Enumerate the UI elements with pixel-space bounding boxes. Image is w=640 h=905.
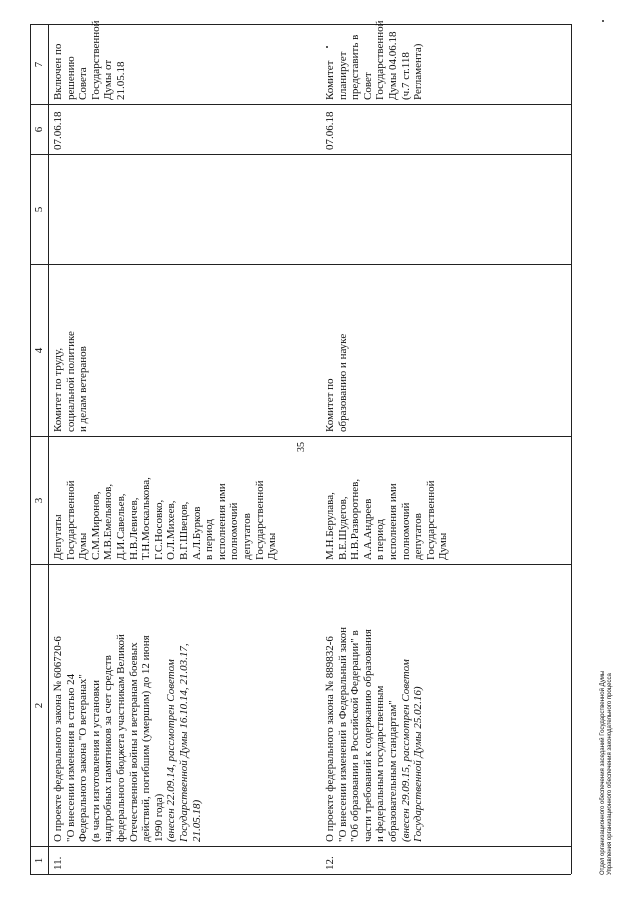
author-line: В.Г.Швецов, (177, 501, 190, 560)
note-line: (внесен 29.09.15, рассмотрен Советом (399, 659, 412, 842)
title-line: действий, погибшим (умершим) до 12 июня (140, 635, 153, 842)
committee-line: и делам ветеранов (77, 346, 90, 432)
column-header: 5 (31, 154, 49, 264)
status-line: Государственной (89, 20, 102, 100)
title-line: Федерального закона "О ветеранах" (77, 674, 90, 842)
author-line: Государственной (253, 480, 266, 560)
author-line: Н.В.Разворотнев, (349, 478, 362, 560)
status (321, 20, 571, 104)
row-number: 12. (321, 846, 571, 874)
scan-speck (326, 46, 328, 48)
title-line: О проекте федерального закона № 606720-6 (52, 636, 64, 842)
author-line: М.В.Емельянов, (102, 483, 115, 560)
title-line: О проекте федерального закона № 889832-6 (324, 636, 336, 842)
title-line: образовательным стандартам" (386, 700, 399, 842)
author-line: Г.С.Носовко, (152, 499, 165, 560)
committee-line: Комитет по труду, (52, 347, 64, 432)
page-number: 35 (296, 442, 307, 452)
column-header: 7 (31, 24, 49, 104)
author-line: Государственной (64, 480, 77, 560)
bill-title (49, 564, 321, 846)
committee-line: Комитет по (324, 378, 336, 432)
author-line: депутатов (240, 513, 253, 560)
author-line: С.М.Миронов, (89, 491, 102, 560)
title-line: 1990 года) (152, 793, 165, 842)
status-line: (ч.7 ст.118 (399, 52, 412, 100)
column-header: 1 (31, 846, 49, 874)
author-line: исполнения ими (386, 483, 399, 560)
status-line: Думы 04.06.18 (386, 31, 399, 100)
footer (600, 671, 614, 875)
author-line: Государственной (424, 480, 437, 560)
author-line: в период (374, 519, 387, 560)
status-line: Государственной (374, 20, 387, 100)
author-line: Думы (437, 532, 450, 560)
table-header-row (31, 24, 49, 874)
note-line: Государственной Думы 25.02.16) (412, 686, 425, 842)
author-line: Н.В.Левичев, (127, 497, 140, 560)
column-header: 4 (31, 264, 49, 436)
row-number: 11. (49, 846, 321, 874)
column-header: 3 (31, 436, 49, 564)
authors (321, 436, 571, 564)
author-line: В.Е.Шудегов, (336, 496, 349, 560)
status (49, 20, 321, 104)
author-line: полномочий (228, 502, 241, 560)
title-line: "О внесении изменений в Федеральный закон (336, 627, 349, 842)
review-date: 07.06.18 (321, 104, 571, 154)
author-line: исполнения ими (215, 483, 228, 560)
note-line: (внесен 22.09.14, рассмотрен Советом (165, 659, 178, 842)
status-line: Регламента) (412, 43, 425, 100)
author-line: в период (203, 519, 216, 560)
status-line: представить в Совет (349, 34, 374, 100)
column-5-value (49, 154, 321, 264)
author-line: Думы (77, 532, 90, 560)
status-line: Комитет планирует (324, 51, 349, 100)
author-line: Д.И.Савельев, (114, 493, 127, 560)
title-line: Отечественной войны и ветеранам боевых (127, 642, 140, 842)
title-line: части требований к содержанию образования (361, 629, 374, 842)
note-line: Государственной Думы 16.10.14, 21.03.17, (177, 643, 190, 842)
agenda-table (30, 20, 571, 875)
footer-line: Управления организационного обеспечения законодательного процесса (607, 673, 613, 875)
title-line: федерального бюджета участникам Великой (114, 634, 127, 842)
title-line: и федеральным государственным (374, 685, 387, 842)
status-line: Думы от 21.05.18 (102, 59, 127, 100)
author-line: Депутаты (52, 514, 64, 560)
author-line: А.А.Андреев (361, 498, 374, 560)
title-line: (в части изготовления и установки (89, 680, 102, 842)
review-date: 07.06.18 (49, 104, 321, 154)
title-line: надгробных памятников за счет средств (102, 655, 115, 842)
author-line: депутатов (412, 513, 425, 560)
column-5-value (321, 154, 571, 264)
committee-line: социальной политике (64, 331, 77, 432)
title-line: "Об образовании в Российской Федерации" в (349, 630, 362, 842)
author-line: Думы (266, 532, 279, 560)
author-line: А.Л.Бурков (190, 506, 203, 560)
footer-line: Отдел организационного обеспечения заседаний Государственной Думы (600, 670, 606, 875)
committee (49, 264, 321, 436)
author-line: Т.Н.Москалькова, (140, 477, 153, 560)
status-line: Включен по (52, 43, 64, 100)
scan-speck (602, 20, 604, 22)
note-line: 21.05.18) (190, 799, 203, 842)
author-line: О.Л.Михеев, (165, 500, 178, 560)
authors (49, 436, 321, 564)
committee-line: образованию и науке (336, 333, 349, 432)
column-header: 6 (31, 104, 49, 154)
column-header: 2 (31, 564, 49, 846)
author-line: полномочий (399, 502, 412, 560)
table-bottom-border (571, 24, 572, 874)
committee (321, 264, 571, 436)
status-line: решению Совета (64, 56, 90, 100)
author-line: М.Н.Берулава, (324, 492, 336, 560)
table-row (321, 20, 571, 874)
table-row (49, 20, 321, 874)
title-line: "О внесении изменения в статью 24 (64, 673, 77, 842)
bill-title (321, 564, 571, 846)
